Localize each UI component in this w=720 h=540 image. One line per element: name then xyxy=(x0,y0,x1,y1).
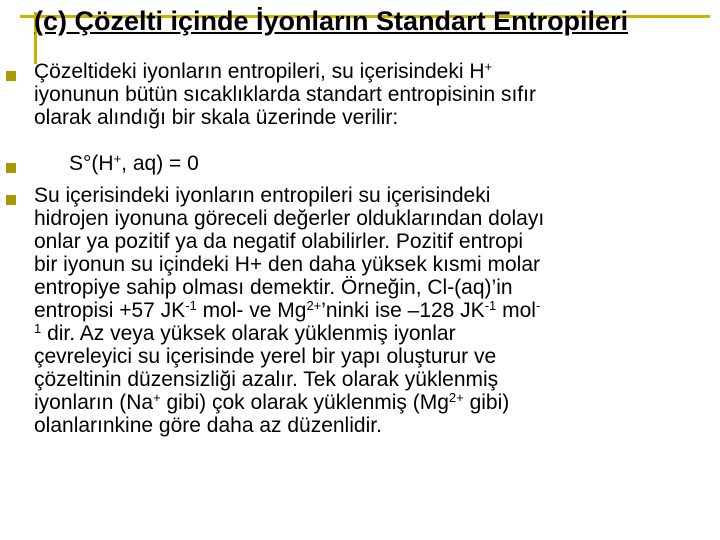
superscript: - xyxy=(535,298,541,313)
superscript: -1 xyxy=(484,298,497,313)
text-line xyxy=(34,414,720,437)
text-run: dir. Az veya yüksek olarak yüklenmiş iyonlar xyxy=(41,322,456,345)
superscript: 2+ xyxy=(448,390,464,405)
bullet-icon xyxy=(6,163,16,173)
superscript: + xyxy=(153,390,161,405)
text-run: çevreleyici su içerisinde yerel bir yapı oluşturur ve xyxy=(34,345,497,368)
superscript: -1 xyxy=(185,298,197,313)
text-line xyxy=(34,391,720,414)
text-run: , aq) = 0 xyxy=(121,152,199,175)
text-line xyxy=(34,230,720,253)
text-line xyxy=(34,207,720,230)
text-run: mol- ve Mg xyxy=(196,299,307,322)
superscript: 1 xyxy=(34,321,42,336)
text-run: olarak alındığı bir skala üzerinde verilir: xyxy=(34,106,399,129)
text-line xyxy=(34,345,720,368)
text-line xyxy=(34,253,720,276)
superscript: 2+ xyxy=(306,298,322,313)
text-run: iyonunun bütün sıcaklıklarda standart entropisinin sıfır xyxy=(34,83,536,106)
bullet-paragraph xyxy=(34,184,720,437)
text-run: S°(H xyxy=(34,152,114,175)
text-run: entropiye sahip olması demektir. Örneğin, Cl-(aq)’in xyxy=(34,276,513,299)
bullet-icon xyxy=(6,71,16,81)
text-line xyxy=(34,299,720,322)
text-run: bir iyonun su içindeki H+ den daha yüksek kısmi molar xyxy=(34,253,540,276)
text-line xyxy=(34,60,720,83)
text-line xyxy=(34,276,720,299)
text-run: gibi) xyxy=(463,391,510,414)
text-run: çözeltinin düzensizliği azalır. Tek olarak yüklenmiş xyxy=(34,368,499,391)
text-run: iyonların (Na xyxy=(34,391,154,414)
text-line xyxy=(34,83,720,106)
slide-title: (c) Çözelti içinde İyonların Standart Entropileri xyxy=(34,6,629,36)
text-line xyxy=(34,322,720,345)
text-line xyxy=(34,152,720,175)
text-line xyxy=(34,106,720,129)
text-run: gibi) çok olarak yüklenmiş (Mg xyxy=(160,391,449,414)
superscript: + xyxy=(484,59,493,74)
text-run: Çözeltideki iyonların entropileri, su içerisindeki H xyxy=(34,60,485,83)
text-run: entropisi +57 JK xyxy=(34,299,186,322)
superscript: + xyxy=(113,151,122,166)
text-run: Su içerisindeki iyonların entropileri su içerisindeki xyxy=(34,184,491,207)
text-run: olanlarınkine göre daha az düzenlidir. xyxy=(34,414,382,437)
bullet-paragraph xyxy=(34,152,720,175)
text-run: onlar ya pozitif ya da negatif olabilirler. Pozitif entropi xyxy=(34,230,524,253)
text-run: ’ninki ise –128 JK xyxy=(321,299,485,322)
text-line xyxy=(34,184,720,207)
bullet-icon xyxy=(6,195,16,205)
text-run: hidrojen iyonuna göreceli değerler olduklarından dolayı xyxy=(34,207,545,230)
text-run: mol xyxy=(496,299,536,322)
text-line xyxy=(34,368,720,391)
bullet-paragraph xyxy=(34,60,720,129)
